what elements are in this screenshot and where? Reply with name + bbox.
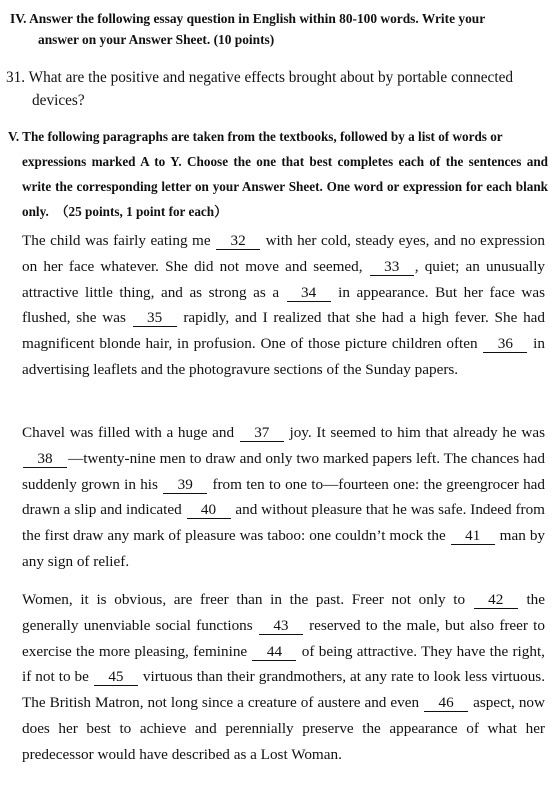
blank-34: 34 [287, 284, 331, 302]
section-4-heading-line1: IV. Answer the following essay question in English within 80-100 words. Write your [10, 11, 486, 26]
paragraph-2-text: man by any sign of relief. [22, 527, 546, 570]
paragraph-3-text: aspect, now does her best to achieve and perennially preserve the appearance of what her predecessor would have described as a Lost Woman. [22, 694, 545, 763]
blank-44: 44 [252, 643, 296, 661]
blank-45: 45 [94, 668, 138, 686]
paragraph-1 [22, 228, 545, 383]
blank-38: 38 [23, 450, 67, 468]
paragraph-1-text: , quiet; an unusually attractive little thing, and as strong as a [22, 257, 546, 301]
paragraph-2-text: joy. It seemed to him that already he was [284, 424, 545, 441]
blank-41: 41 [451, 527, 495, 545]
blank-42: 42 [474, 591, 518, 609]
blank-32: 32 [216, 232, 260, 250]
blank-33: 33 [370, 258, 414, 276]
paragraph-3-text: the generally unenviable social functions [22, 591, 545, 634]
section-5-heading [8, 124, 548, 224]
blank-46: 46 [424, 694, 468, 712]
paragraph-1-text: in appearance. But her face was flushed, she was [22, 283, 545, 327]
paragraph-2-text: Chavel was filled with a huge and [22, 424, 239, 441]
blank-37: 37 [240, 424, 284, 442]
blank-35: 35 [133, 309, 177, 327]
paragraph-3-text: reserved to the male, but also freer to exercise the more pleasing, feminine [22, 616, 545, 660]
paragraph-3 [22, 587, 545, 768]
blank-40: 40 [187, 501, 231, 519]
paragraph-1-text: rapidly, and I realized that she had a high fever. She had magnificent blonde hair, in profusion. One of those picture children often [22, 309, 546, 353]
paragraph-3-text: virtuous than their grandmothers, at any rate to look less virtuous. The British Matron, not long since a creature of austere and even [22, 668, 545, 712]
paragraph-2-text: from ten to one to—fourteen one: the greengrocer had drawn a slip and indicated [22, 475, 545, 519]
question-31-line1: 31. What are the positive and negative effects brought about by portable connected [6, 69, 514, 86]
section-5-heading-line1: V. The following paragraphs are taken from the textbooks, followed by a list of words or [8, 129, 503, 144]
blank-36: 36 [483, 335, 527, 353]
section-4-heading [10, 8, 550, 50]
paragraph-1-text: with her cold, steady eyes, and no expression on her face whatever. She did not move and seemed, [22, 232, 545, 275]
blank-39: 39 [163, 476, 207, 494]
paragraph-2 [22, 420, 545, 575]
question-31 [6, 66, 548, 112]
blank-43: 43 [259, 617, 303, 635]
paragraph-1-text: The child was fairly eating me [22, 232, 216, 249]
paragraph-3-text: of being attractive. They have the right, if not to be [22, 642, 545, 686]
paragraph-2-text: and without pleasure that he was safe. Indeed from the first draw any mark of pleasure was taboo: one couldn’t mock the [22, 501, 545, 545]
question-31-line2: devices? [32, 92, 85, 109]
paragraph-3-text: Women, it is obvious, are freer than in the past. Freer not only to [22, 591, 473, 608]
paragraph-1-text: in advertising leaflets and the photogravure sections of the Sunday papers. [22, 335, 545, 378]
section-4-heading-line2: answer on your Answer Sheet. (10 points) [38, 32, 275, 47]
section-5-heading-rest: expressions marked A to Y. Choose the one that best completes each of the sentences and write the corresponding letter on your Answer Sheet. One word or expression for each blank only. （25 points, 1 point for each） [22, 154, 548, 219]
paragraph-2-text: —twenty-nine men to draw and only two marked papers left. The chances had suddenly grown in his [22, 449, 545, 493]
